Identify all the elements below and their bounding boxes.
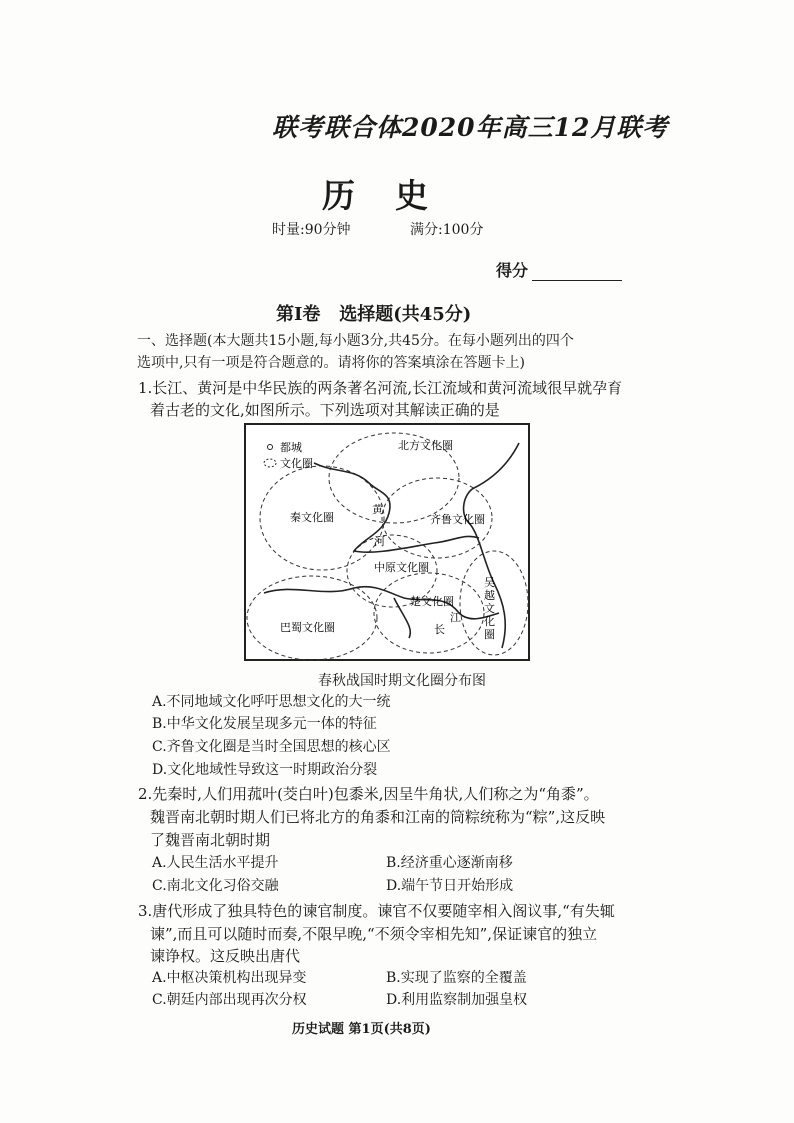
q1-option-c: C.齐鲁文化圈是当时全国思想的核心区 <box>152 739 391 755</box>
label-wuyue-1: 越 <box>484 589 495 602</box>
time-limit: 时量:90分钟 <box>272 222 351 238</box>
score-field <box>496 258 622 281</box>
legend-capital: 都城 <box>280 441 302 454</box>
label-he: 河 <box>374 535 385 548</box>
q1-option-d: D.文化地域性导致这一时期政治分裂 <box>152 762 378 778</box>
instruction-line-2: 选项中,只有一项是符合题意的。请将你的答案填涂在答题卡上) <box>137 355 525 371</box>
page-footer: 历史试题 第1页(共8页) <box>292 1022 431 1037</box>
label-north: 北方文化圈 <box>398 439 453 452</box>
exam-title: 联考联合体2020年高三12月联考 <box>272 113 669 142</box>
label-chu: 楚文化圈 <box>410 595 454 608</box>
q2-option-b: B.经济重心逐渐南移 <box>386 855 513 871</box>
label-wuyue-0: 吴 <box>484 576 495 589</box>
q3-line-2: 谏”,而且可以随时而奏,不限早晚,“不须令宰相先知”,保证谏官的独立 <box>150 925 598 943</box>
q3-option-b: B.实现了监察的全覆盖 <box>386 970 527 986</box>
q3-option-d: D.利用监察制加强皇权 <box>386 992 528 1008</box>
q3-line-1: 3.唐代形成了独具特色的谏官制度。谏官不仅要随宰相入阁议事,“有失辄 <box>138 902 615 920</box>
q3-option-a: A.中枢决策机构出现异变 <box>152 970 307 986</box>
q3-line-3: 谏诤权。这反映出唐代 <box>150 947 301 965</box>
label-chang: 长 <box>434 623 445 636</box>
q1-line-2: 着古老的文化,如图所示。下列选项对其解读正确的是 <box>150 401 500 419</box>
q1-line-1: 1.长江、黄河是中华民族的两条著名河流,长江流域和黄河流域很早就孕育 <box>138 379 623 397</box>
culture-circle-map <box>244 423 530 661</box>
q2-option-a: A.人民生活水平提升 <box>152 855 279 871</box>
full-score: 满分:100分 <box>410 222 484 238</box>
label-wuyue-4: 圈 <box>484 628 495 641</box>
q1-option-b: B.中华文化发展呈现多元一体的特征 <box>152 716 377 732</box>
subject-title: 历史 <box>322 176 468 215</box>
q2-line-1: 2.先秦时,人们用菰叶(茭白叶)包黍米,因呈牛角状,人们称之为“角黍”。 <box>138 785 599 803</box>
label-qilu: 齐鲁文化圈 <box>430 513 485 526</box>
legend-circle: 文化圈 <box>280 457 313 470</box>
label-jiang: 江 <box>450 611 461 624</box>
label-wuyue-2: 文 <box>484 602 495 615</box>
label-huang: 黄 <box>372 503 383 516</box>
map-caption: 春秋战国时期文化圈分布图 <box>318 673 486 689</box>
q3-option-c: C.朝廷内部出现再次分权 <box>152 992 307 1008</box>
instruction-line-1: 一、选择题(本大题共15小题,每小题3分,共45分。在每小题列出的四个 <box>137 333 574 349</box>
label-zhongyuan: 中原文化圈 <box>374 561 429 574</box>
q2-line-3: 了魏晋南北朝时期 <box>150 831 271 849</box>
label-wuyue-3: 化 <box>484 615 495 628</box>
q1-option-a: A.不同地域文化呼吁思想文化的大一统 <box>152 694 391 710</box>
q2-option-c: C.南北文化习俗交融 <box>152 878 279 894</box>
section-title: 第Ⅰ卷 选择题(共45分) <box>276 304 472 325</box>
label-bashu: 巴蜀文化圈 <box>280 621 335 634</box>
score-label: 得分 <box>496 261 529 280</box>
q2-option-d: D.端午节日开始形成 <box>386 878 514 894</box>
score-blank-line <box>532 262 622 281</box>
label-qin: 秦文化圈 <box>290 511 334 524</box>
q2-line-2: 魏晋南北朝时期人们已将北方的角黍和江南的筒粽统称为“粽”,这反映 <box>150 808 606 826</box>
